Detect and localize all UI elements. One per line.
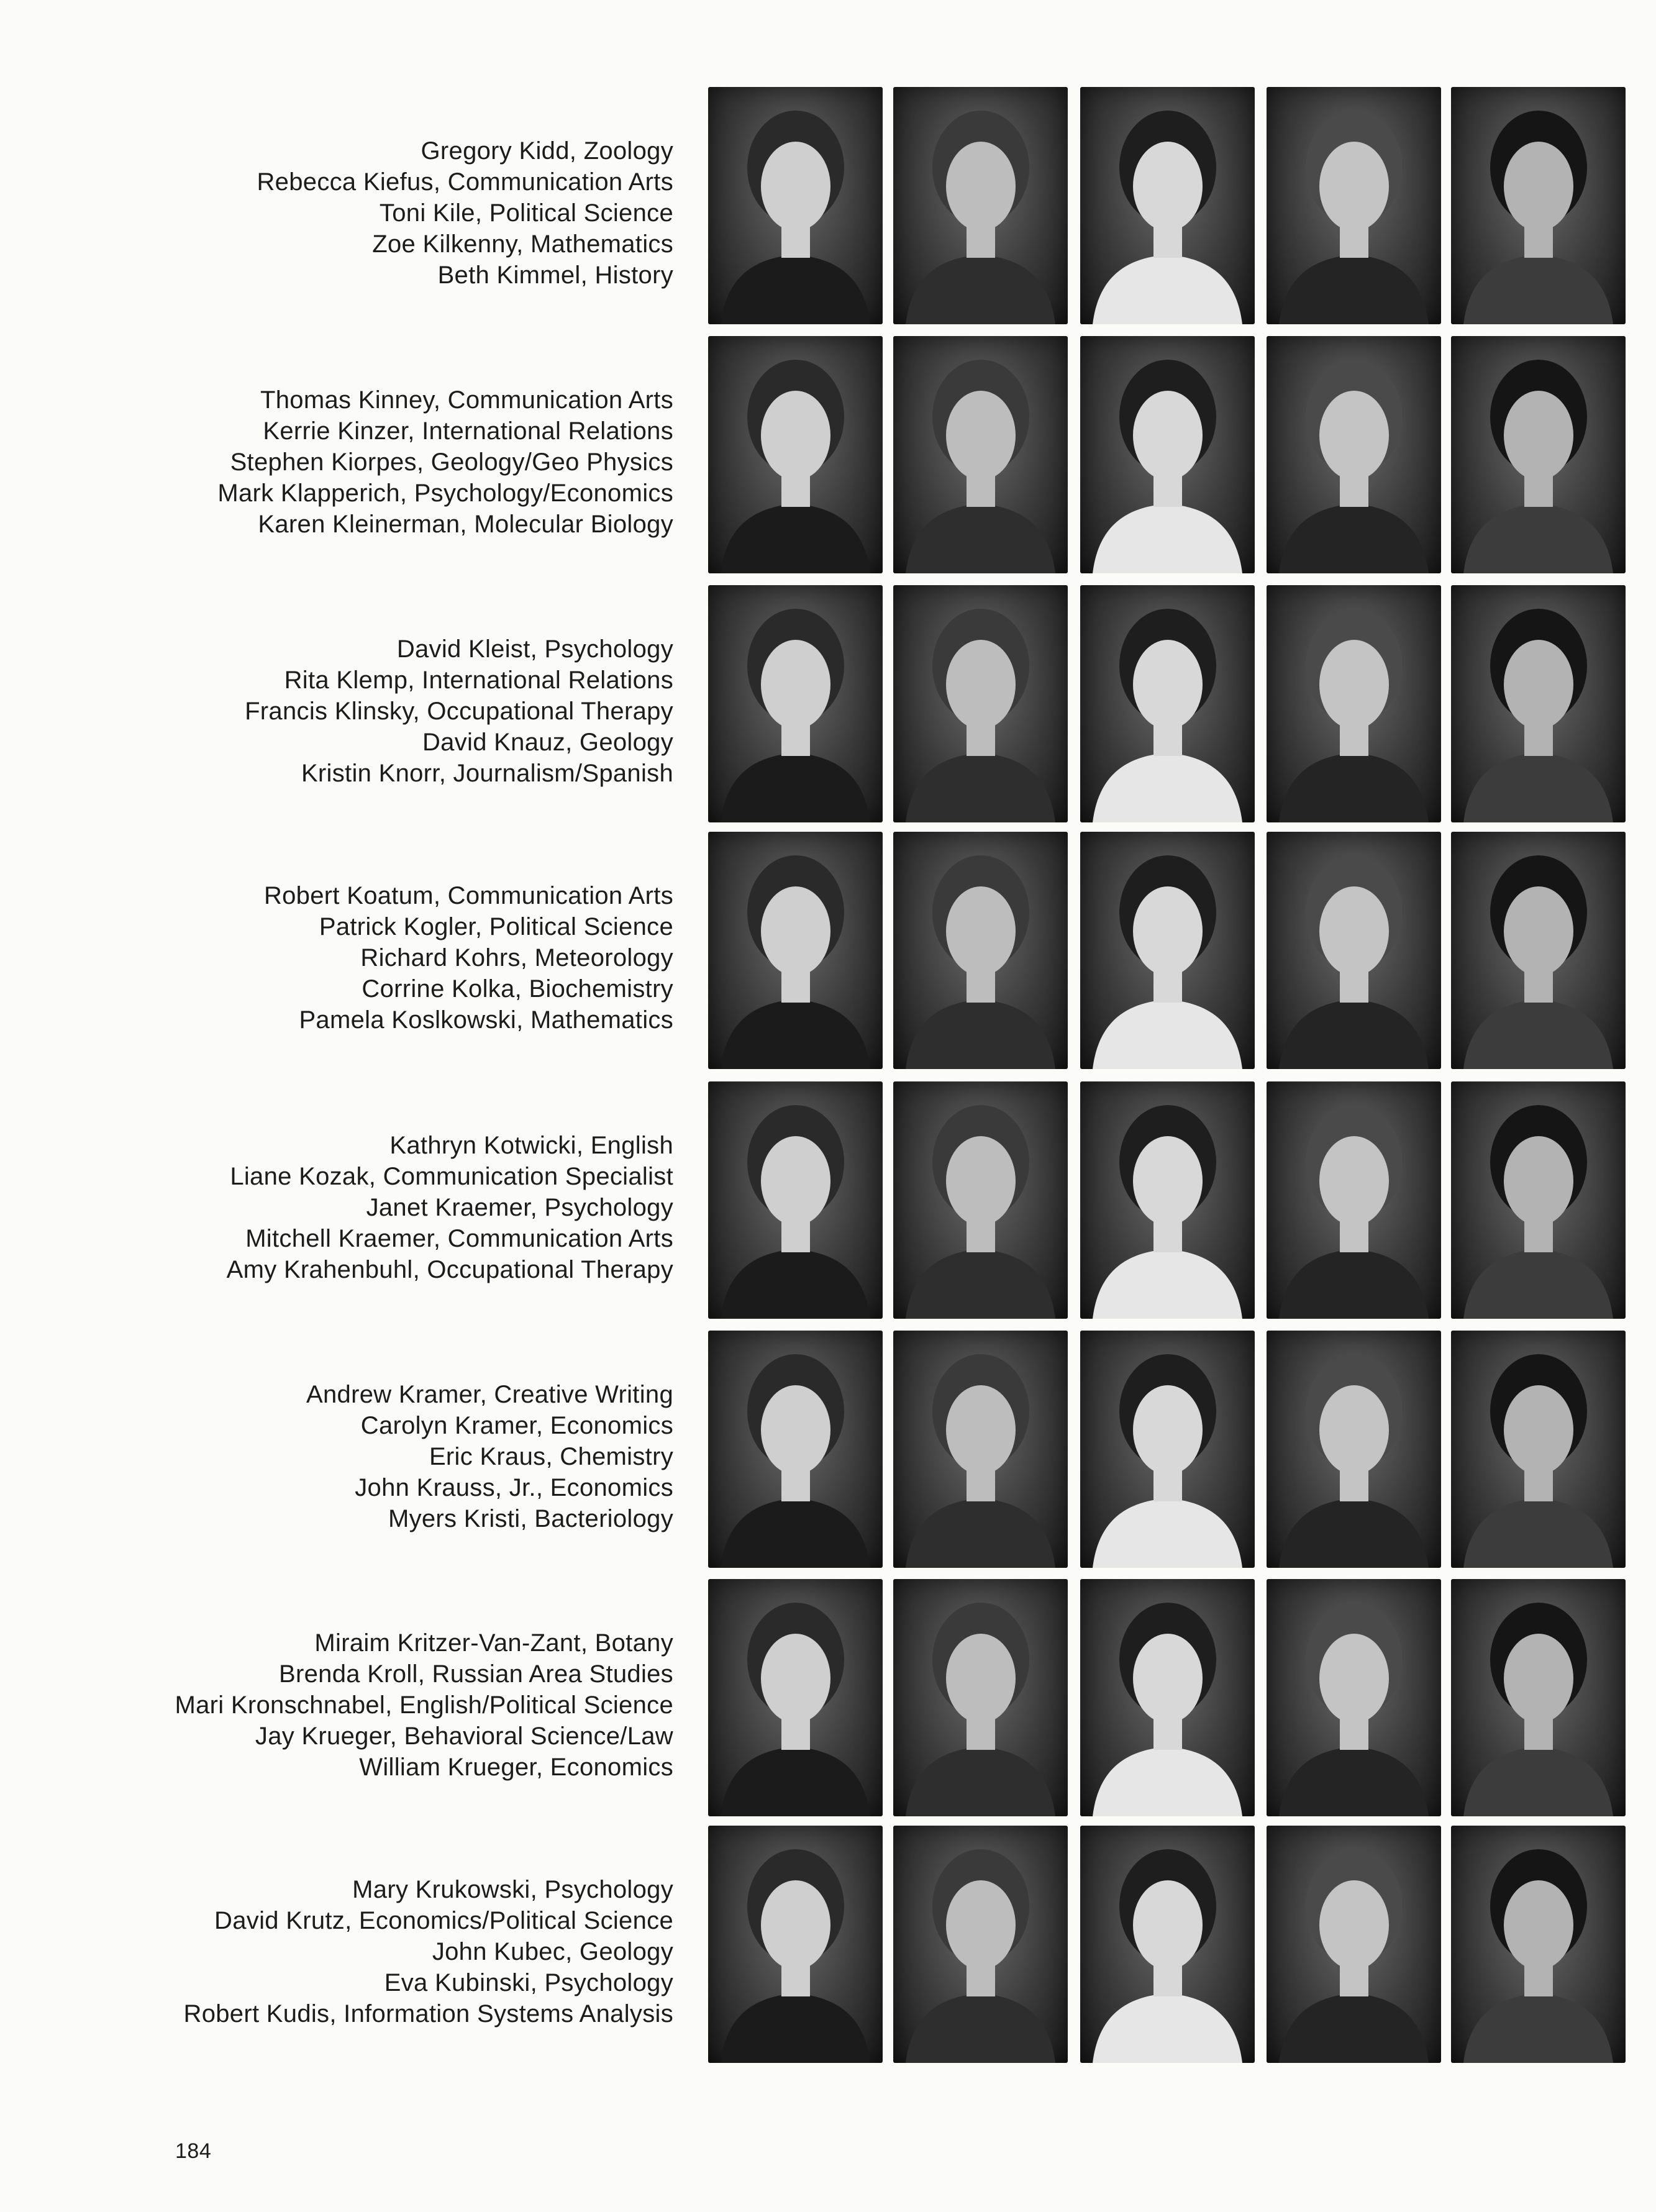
shoulders xyxy=(721,1993,870,2063)
shoulders xyxy=(1279,999,1429,1069)
face xyxy=(946,391,1016,480)
face xyxy=(946,1385,1016,1475)
face xyxy=(1319,1385,1389,1475)
student-portrait xyxy=(1267,87,1441,324)
student-name: Patrick Kogler, Political Science xyxy=(319,913,673,940)
portrait-silhouette xyxy=(708,1826,883,2063)
student-portrait xyxy=(1267,585,1441,822)
shoulders xyxy=(1093,504,1242,573)
portrait-silhouette xyxy=(708,1331,883,1568)
student-portrait xyxy=(1451,1579,1626,1816)
student-name: Janet Kraemer, Psychology xyxy=(366,1194,673,1221)
face xyxy=(946,1880,1016,1970)
face xyxy=(1504,1634,1573,1723)
face xyxy=(761,1385,830,1475)
face xyxy=(1133,1880,1203,1970)
student-name: Jay Krueger, Behavioral Science/Law xyxy=(255,1723,673,1750)
shoulders xyxy=(1279,504,1429,573)
face xyxy=(761,640,830,729)
student-group xyxy=(0,1826,1656,2062)
portrait-silhouette xyxy=(1451,1081,1626,1319)
shoulders xyxy=(1093,1993,1242,2063)
student-portrait xyxy=(1080,1579,1255,1816)
face xyxy=(761,1880,830,1970)
face xyxy=(1133,142,1203,231)
student-name: Myers Kristi, Bacteriology xyxy=(388,1505,673,1532)
shoulders xyxy=(1463,1498,1613,1568)
portrait-silhouette xyxy=(1451,336,1626,573)
student-portrait xyxy=(893,585,1068,822)
student-portrait xyxy=(1080,1331,1255,1568)
student-name: Karen Kleinerman, Molecular Biology xyxy=(258,511,673,538)
student-group xyxy=(0,1331,1656,1567)
student-portrait xyxy=(1080,336,1255,573)
name-list xyxy=(245,634,673,789)
portrait-silhouette xyxy=(1080,87,1255,324)
face xyxy=(1504,1385,1573,1475)
portrait-silhouette xyxy=(1080,336,1255,573)
face xyxy=(1319,1880,1389,1970)
face xyxy=(1133,640,1203,729)
student-name: Kerrie Kinzer, International Relations xyxy=(263,417,673,445)
page-number: 184 xyxy=(175,2139,212,2163)
shoulders xyxy=(906,753,1055,822)
face xyxy=(1504,1880,1573,1970)
student-portrait xyxy=(1267,832,1441,1069)
portrait-silhouette xyxy=(1451,1826,1626,2063)
student-name: William Krueger, Economics xyxy=(359,1754,673,1781)
student-portrait xyxy=(1267,336,1441,573)
shoulders xyxy=(1463,255,1613,324)
shoulders xyxy=(906,504,1055,573)
student-portrait xyxy=(708,832,883,1069)
student-name: John Krauss, Jr., Economics xyxy=(355,1474,673,1501)
face xyxy=(946,640,1016,729)
portrait-silhouette xyxy=(708,336,883,573)
student-portrait xyxy=(708,87,883,324)
student-name: John Kubec, Geology xyxy=(432,1938,673,1965)
portrait-silhouette xyxy=(893,1331,1068,1568)
shoulders xyxy=(1093,1498,1242,1568)
student-portrait xyxy=(893,1579,1068,1816)
student-name: Zoe Kilkenny, Mathematics xyxy=(372,230,673,258)
student-portrait xyxy=(1267,1081,1441,1319)
portrait-silhouette xyxy=(1080,1826,1255,2063)
student-portrait xyxy=(1451,585,1626,822)
shoulders xyxy=(1093,1747,1242,1816)
face xyxy=(761,391,830,480)
portrait-silhouette xyxy=(1451,1579,1626,1816)
portrait-silhouette xyxy=(893,1579,1068,1816)
student-group xyxy=(0,1579,1656,1815)
portrait-silhouette xyxy=(1080,1081,1255,1319)
shoulders xyxy=(1463,1747,1613,1816)
portrait-silhouette xyxy=(893,87,1068,324)
student-portrait xyxy=(1267,1826,1441,2063)
shoulders xyxy=(1093,1249,1242,1319)
shoulders xyxy=(721,1747,870,1816)
student-name: Pamela Koslkowski, Mathematics xyxy=(299,1006,673,1034)
name-list xyxy=(184,1874,673,2029)
portrait-silhouette xyxy=(1267,1331,1441,1568)
student-group xyxy=(0,87,1656,323)
shoulders xyxy=(1279,1993,1429,2063)
shoulders xyxy=(1279,1498,1429,1568)
student-portrait xyxy=(893,1331,1068,1568)
portrait-silhouette xyxy=(1267,1579,1441,1816)
portrait-silhouette xyxy=(1080,1579,1255,1816)
shoulders xyxy=(721,255,870,324)
shoulders xyxy=(1279,753,1429,822)
face xyxy=(761,1136,830,1226)
portrait-silhouette xyxy=(708,1579,883,1816)
portrait-silhouette xyxy=(1451,585,1626,822)
student-group xyxy=(0,1081,1656,1318)
face xyxy=(761,1634,830,1723)
face xyxy=(946,886,1016,976)
portrait-silhouette xyxy=(1267,336,1441,573)
shoulders xyxy=(1093,999,1242,1069)
name-list xyxy=(175,1627,673,1783)
shoulders xyxy=(1093,753,1242,822)
face xyxy=(761,142,830,231)
student-portrait xyxy=(1451,336,1626,573)
shoulders xyxy=(1279,1249,1429,1319)
portrait-silhouette xyxy=(1267,1826,1441,2063)
shoulders xyxy=(906,999,1055,1069)
name-list xyxy=(217,385,673,540)
student-portrait xyxy=(1267,1579,1441,1816)
student-name: Robert Koatum, Communication Arts xyxy=(263,882,673,909)
face xyxy=(1133,1634,1203,1723)
student-name: Mitchell Kraemer, Communication Arts xyxy=(245,1225,673,1252)
student-portrait xyxy=(893,87,1068,324)
portrait-silhouette xyxy=(893,832,1068,1069)
student-group xyxy=(0,832,1656,1068)
portrait-silhouette xyxy=(708,585,883,822)
face xyxy=(1504,142,1573,231)
face xyxy=(1319,1634,1389,1723)
student-name: Kristin Knorr, Journalism/Spanish xyxy=(301,760,673,787)
student-name: David Kleist, Psychology xyxy=(396,635,673,663)
student-portrait xyxy=(1080,1081,1255,1319)
student-name: Beth Kimmel, History xyxy=(437,262,673,289)
shoulders xyxy=(721,753,870,822)
portrait-silhouette xyxy=(1267,585,1441,822)
portrait-silhouette xyxy=(1451,87,1626,324)
portrait-silhouette xyxy=(1451,832,1626,1069)
student-portrait xyxy=(708,1826,883,2063)
student-name: Kathryn Kotwicki, English xyxy=(389,1132,673,1159)
shoulders xyxy=(1279,1747,1429,1816)
student-group xyxy=(0,336,1656,572)
student-portrait xyxy=(708,585,883,822)
portrait-silhouette xyxy=(1451,1331,1626,1568)
student-portrait xyxy=(1080,832,1255,1069)
shoulders xyxy=(1463,1993,1613,2063)
student-name: Brenda Kroll, Russian Area Studies xyxy=(279,1660,673,1688)
portrait-silhouette xyxy=(893,585,1068,822)
face xyxy=(1133,391,1203,480)
student-name: Rebecca Kiefus, Communication Arts xyxy=(257,168,673,196)
student-name: Mari Kronschnabel, English/Political Science xyxy=(175,1691,673,1719)
shoulders xyxy=(1463,1249,1613,1319)
student-name: Miraim Kritzer-Van-Zant, Botany xyxy=(314,1629,673,1657)
student-name: David Knauz, Geology xyxy=(422,729,673,756)
student-portrait xyxy=(1267,1331,1441,1568)
face xyxy=(1319,640,1389,729)
face xyxy=(1319,886,1389,976)
student-group xyxy=(0,585,1656,821)
face xyxy=(1504,640,1573,729)
student-name: Stephen Kiorpes, Geology/Geo Physics xyxy=(230,448,673,476)
face xyxy=(1133,886,1203,976)
student-portrait xyxy=(1080,1826,1255,2063)
face xyxy=(946,142,1016,231)
student-portrait xyxy=(1451,1826,1626,2063)
shoulders xyxy=(721,1249,870,1319)
name-list xyxy=(264,880,673,1035)
shoulders xyxy=(906,255,1055,324)
portrait-silhouette xyxy=(1267,1081,1441,1319)
portrait-silhouette xyxy=(1267,832,1441,1069)
face xyxy=(1319,1136,1389,1226)
face xyxy=(1319,391,1389,480)
portrait-silhouette xyxy=(708,1081,883,1319)
portrait-silhouette xyxy=(708,87,883,324)
student-name: Rita Klemp, International Relations xyxy=(284,667,673,694)
name-list xyxy=(306,1379,673,1534)
student-name: David Krutz, Economics/Political Science xyxy=(214,1907,673,1934)
student-portrait xyxy=(1451,832,1626,1069)
shoulders xyxy=(721,999,870,1069)
shoulders xyxy=(721,1498,870,1568)
portrait-silhouette xyxy=(893,1081,1068,1319)
student-name: Eva Kubinski, Psychology xyxy=(384,1969,673,1996)
student-name: Eric Kraus, Chemistry xyxy=(429,1443,673,1470)
student-name: Mary Krukowski, Psychology xyxy=(352,1876,673,1903)
student-name: Mark Klapperich, Psychology/Economics xyxy=(217,480,673,507)
shoulders xyxy=(906,1498,1055,1568)
portrait-silhouette xyxy=(893,1826,1068,2063)
face xyxy=(1133,1385,1203,1475)
shoulders xyxy=(721,504,870,573)
student-portrait xyxy=(708,1081,883,1319)
portrait-silhouette xyxy=(1080,585,1255,822)
portrait-silhouette xyxy=(1080,1331,1255,1568)
student-portrait xyxy=(893,1826,1068,2063)
shoulders xyxy=(906,1747,1055,1816)
student-portrait xyxy=(1080,87,1255,324)
shoulders xyxy=(1279,255,1429,324)
student-name: Andrew Kramer, Creative Writing xyxy=(306,1381,673,1408)
portrait-silhouette xyxy=(1080,832,1255,1069)
face xyxy=(946,1136,1016,1226)
student-portrait xyxy=(1451,87,1626,324)
student-name: Amy Krahenbuhl, Occupational Therapy xyxy=(226,1256,673,1283)
student-name: Thomas Kinney, Communication Arts xyxy=(260,386,673,414)
shoulders xyxy=(906,1993,1055,2063)
face xyxy=(1319,142,1389,231)
face xyxy=(1504,1136,1573,1226)
face xyxy=(761,886,830,976)
student-portrait xyxy=(1451,1331,1626,1568)
student-name: Robert Kudis, Information Systems Analysis xyxy=(183,2000,673,2028)
shoulders xyxy=(1093,255,1242,324)
student-portrait xyxy=(708,1331,883,1568)
student-portrait xyxy=(708,1579,883,1816)
student-name: Liane Kozak, Communication Specialist xyxy=(230,1163,673,1190)
shoulders xyxy=(1463,504,1613,573)
student-name: Francis Klinsky, Occupational Therapy xyxy=(245,698,673,725)
name-list xyxy=(257,135,674,291)
student-portrait xyxy=(893,336,1068,573)
student-name: Richard Kohrs, Meteorology xyxy=(360,944,673,972)
student-name: Toni Kile, Political Science xyxy=(379,199,673,227)
portrait-silhouette xyxy=(1267,87,1441,324)
student-name: Carolyn Kramer, Economics xyxy=(360,1412,673,1439)
student-portrait xyxy=(893,832,1068,1069)
name-list xyxy=(227,1130,673,1285)
portrait-silhouette xyxy=(893,336,1068,573)
student-portrait xyxy=(1451,1081,1626,1319)
student-name: Gregory Kidd, Zoology xyxy=(421,137,673,165)
face xyxy=(946,1634,1016,1723)
student-portrait xyxy=(708,336,883,573)
student-portrait xyxy=(893,1081,1068,1319)
face xyxy=(1504,886,1573,976)
student-portrait xyxy=(1080,585,1255,822)
shoulders xyxy=(1463,999,1613,1069)
face xyxy=(1504,391,1573,480)
shoulders xyxy=(906,1249,1055,1319)
portrait-silhouette xyxy=(708,832,883,1069)
student-name: Corrine Kolka, Biochemistry xyxy=(362,975,673,1003)
shoulders xyxy=(1463,753,1613,822)
face xyxy=(1133,1136,1203,1226)
